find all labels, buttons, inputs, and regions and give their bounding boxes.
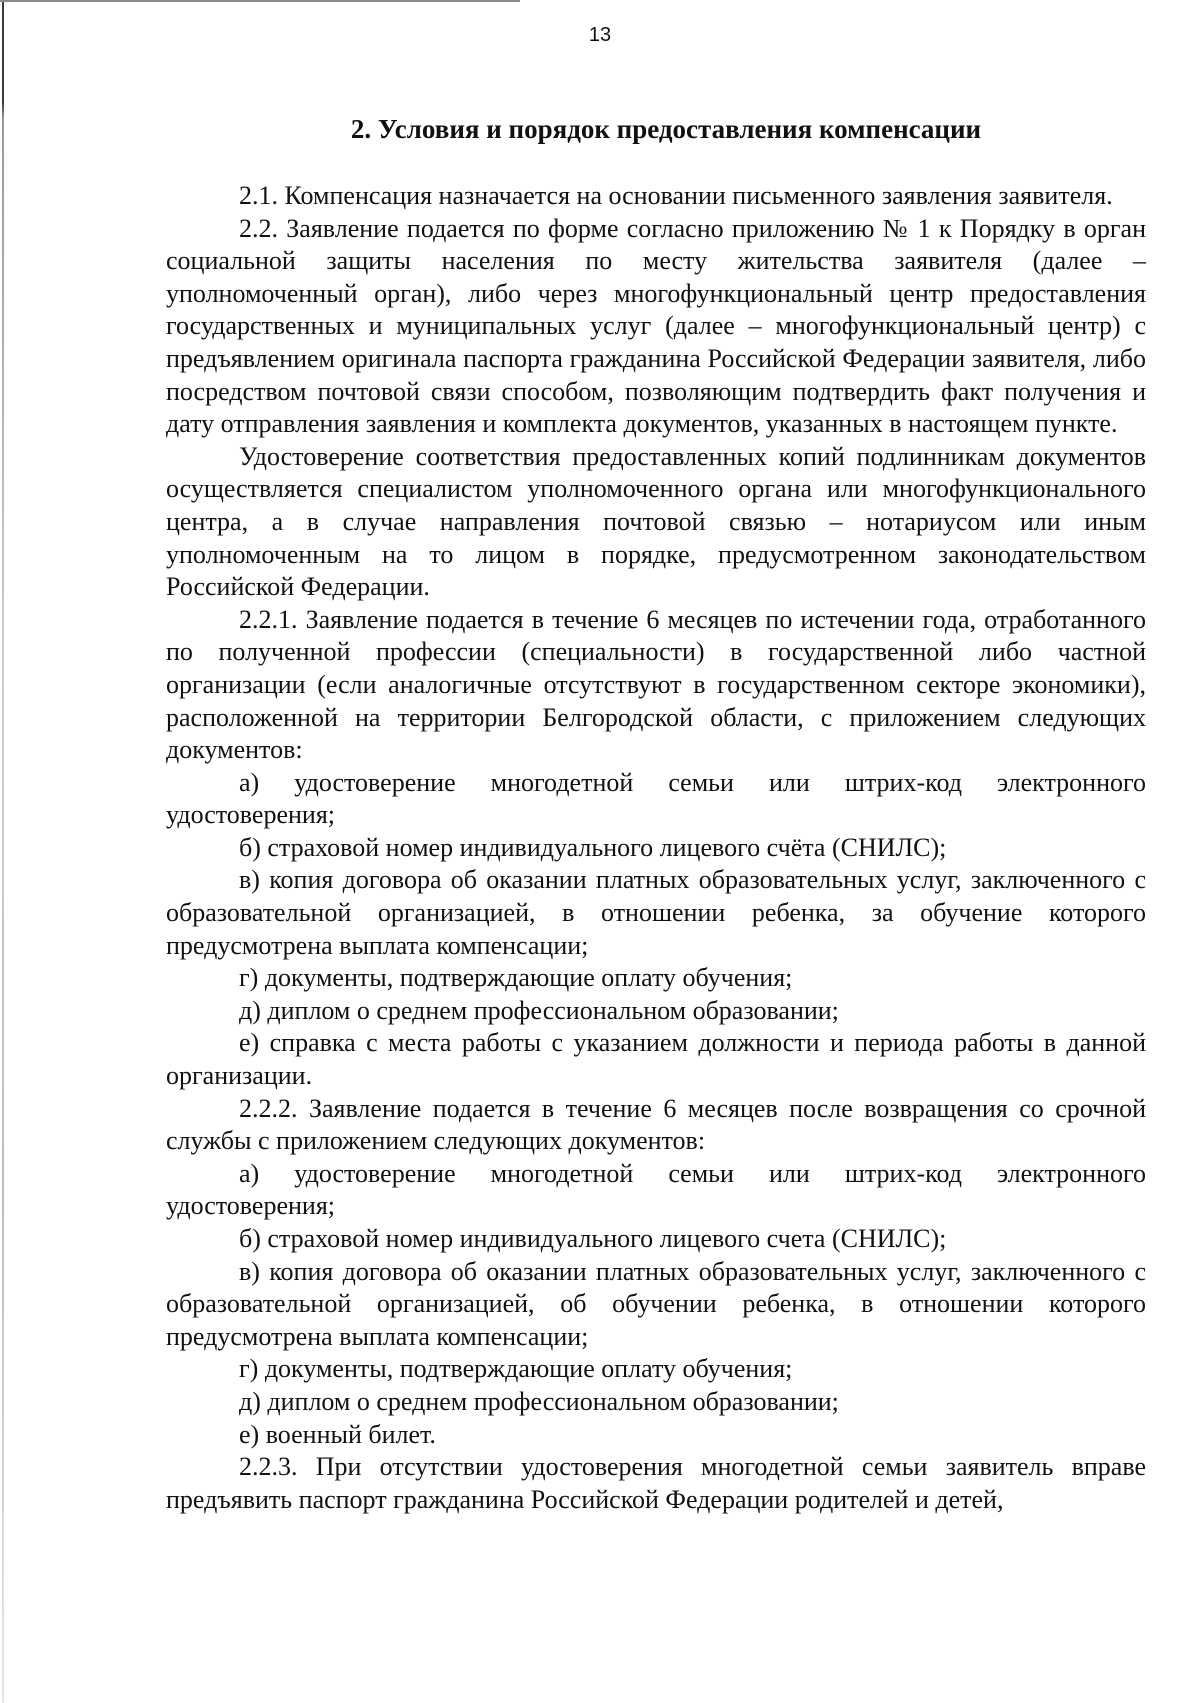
document-body (166, 180, 1146, 1516)
list-item-a: а) удостоверение многодетной семьи или штрих-код электронного удостоверения; (166, 767, 1146, 830)
list-item-v: в) копия договора об оказании платных образовательных услуг, заключенного с образовательной организацией, в отношении ребенка, за обучение которого предусмотрена выплата компенсации; (166, 865, 1146, 960)
list-item-v: в) копия договора об оказании платных образовательных услуг, заключенного с образовательной организацией, об обучении ребенка, в отношении которого предусмотрена выплата компенсации; (166, 1256, 1146, 1351)
list-item-e: е) военный билет. (239, 1419, 436, 1449)
paragraph-2-2-3: 2.2.3. При отсутствии удостоверения многодетной семьи заявитель вправе предъявить паспорт гражданина Российской Федерации родителей и детей, (166, 1452, 1146, 1514)
paragraph-2-2-2: 2.2.2. Заявление подается в течение 6 месяцев после возвращения со срочной службы с приложением следующих документов: (166, 1093, 1146, 1156)
list-item-d: д) диплом о среднем профессиональном образовании; (239, 1386, 839, 1416)
list-item-a: а) удостоверение многодетной семьи или штрих-код электронного удостоверения; (166, 1158, 1146, 1221)
list-item-e: е) справка с места работы с указанием должности и периода работы в данной организации. (166, 1028, 1146, 1091)
list-item-b: б) страховой номер индивидуального лицевого счета (СНИЛС); (239, 1224, 947, 1253)
paragraph-2-2-1: 2.2.1. Заявление подается в течение 6 месяцев по истечении года, отработанного по полученной профессии (специальности) в государственной либо частной организации (если аналогичные отсутствуют в государственном секторе экономики), расположенной на территории Белгородской области, с приложением следующих документов: (166, 604, 1146, 765)
list-item-g: г) документы, подтверждающие оплату обучения; (239, 1354, 793, 1384)
paragraph-certification: Удостоверение соответствия предоставленных копий подлинникам документов осуществляется специалистом уполномоченного органа или многофункционального центра, а в случае направления почтовой связью – нотариусом или иным уполномоченным на то лицом в порядке, предусмотренном законодательством Российской Федерации. (166, 441, 1146, 602)
paragraph-2-2: 2.2. Заявление подается по форме согласно приложению № 1 к Порядку в орган социальной защиты населения по месту жительства заявителя (далее – уполномоченный орган), либо через многофункциональный центр предоставления государственных и муниципальных услуг (далее – многофункциональный центр) с предъявлением оригинала паспорта гражданина Российской Федерации заявителя, либо посредством почтовой связи способом, позволяющим подтвердить факт получения и дату отправления заявления и комплекта документов, указанных в настоящем пункте. (166, 213, 1146, 439)
scan-edge-left (2, 0, 4, 1703)
page-number: 13 (588, 24, 612, 46)
list-item-d: д) диплом о среднем профессиональном образовании; (239, 995, 839, 1025)
scan-edge-top (0, 0, 520, 2)
section-title: 2. Условия и порядок предоставления компенсации (350, 114, 982, 144)
list-item-g: г) документы, подтверждающие оплату обучения; (239, 963, 793, 993)
paragraph-2-1: 2.1. Компенсация назначается на основании письменного заявления заявителя. (239, 181, 1113, 210)
list-item-b: б) страховой номер индивидуального лицевого счёта (СНИЛС); (239, 832, 947, 862)
